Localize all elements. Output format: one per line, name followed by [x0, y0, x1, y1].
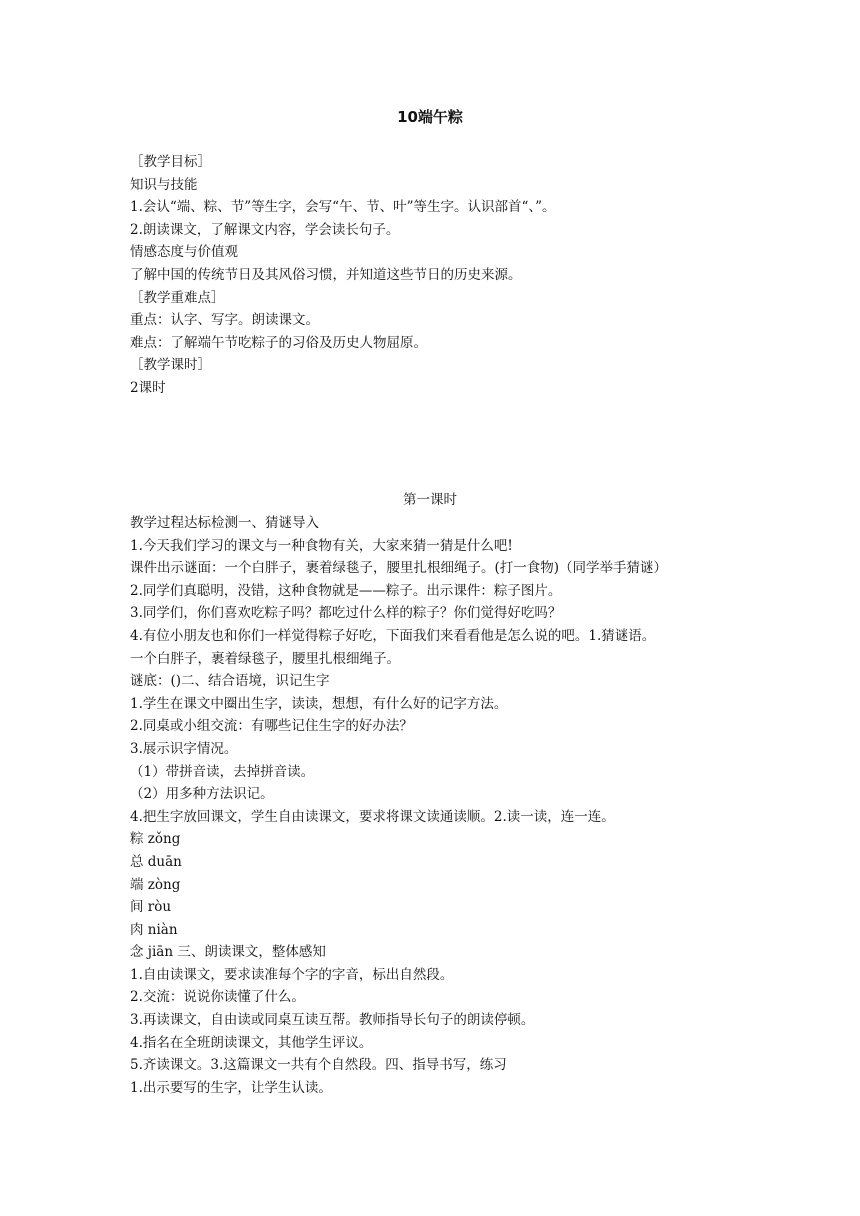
- text-line: 间 ròu: [130, 899, 172, 916]
- text-line: 一个白胖子，裹着绿毯子，腰里扎根细绳子。: [130, 650, 400, 667]
- text-line: 重点：认字、写字。朗读课文。: [130, 312, 319, 329]
- text-line: （1）带拼音读，去掉拼音读。: [130, 763, 315, 780]
- text-line: 2.同桌或小组交流：有哪些记住生字的好办法？: [130, 718, 413, 735]
- lesson-section: [130, 512, 730, 1099]
- text-line: 3.同学们，你们喜欢吃粽子吗？都吃过什么样的粽子？你们觉得好吃吗？: [130, 605, 562, 622]
- lesson-heading: 第一课时: [403, 492, 457, 508]
- text-line: 1.会认“端、粽、节”等生字，会写“午、节、叶”等生字。认识部首“、”。: [130, 199, 556, 216]
- text-line: 1.自由读课文，要求读准每个字的字音，标出自然段。: [130, 966, 454, 983]
- text-line: 了解中国的传统节日及其风俗习惯，并知道这些节日的历史来源。: [130, 266, 522, 283]
- text-line: 端 zòng: [130, 876, 181, 893]
- text-line: 念 jiān 三、朗读课文，整体感知: [130, 944, 326, 961]
- text-line: 4.把生字放回课文，学生自由读课文，要求将课文读通读顺。2.读一读，连一连。: [130, 808, 615, 825]
- text-line: 总 duān: [130, 853, 182, 870]
- text-line: 2.交流：说说你读懂了什么。: [130, 989, 305, 1006]
- text-line: 1.今天我们学习的课文与一种食物有关，大家来猜一猜是什么吧!: [130, 537, 513, 554]
- text-line: 粽 zǒng: [130, 831, 181, 848]
- text-line: 1.学生在课文中圈出生字，读读，想想，有什么好的记字方法。: [130, 695, 508, 712]
- text-line: ［教学重难点］: [130, 289, 225, 306]
- text-line: 2课时: [130, 379, 166, 396]
- text-line: （2）用多种方法识记。: [130, 786, 274, 803]
- text-line: 谜底：()二、结合语境，识记生字: [130, 673, 330, 690]
- text-line: 课件出示谜面：一个白胖子，裹着绿毯子，腰里扎根细绳子。(打一食物)（同学举手猜谜）: [130, 560, 668, 577]
- text-line: 3.再读课文，自由读或同桌互读互帮。教师指导长句子的朗读停顿。: [130, 1012, 535, 1029]
- text-line: 4.指名在全班朗读课文，其他学生评议。: [130, 1034, 373, 1051]
- text-line: 5.齐读课文。3.这篇课文一共有个自然段。四、指导书写，练习: [130, 1057, 507, 1074]
- text-line: 4.有位小朋友也和你们一样觉得粽子好吃，下面我们来看看他是怎么说的吧。1.猜谜语。: [130, 627, 656, 644]
- text-line: 肉 niàn: [130, 921, 178, 938]
- text-line: 2.同学们真聪明，没错，这种食物就是——粽子。出示课件：粽子图片。: [130, 582, 562, 599]
- text-line: 2.朗读课文，了解课文内容，学会读长句子。: [130, 221, 400, 238]
- text-line: 情感态度与价值观: [130, 244, 238, 261]
- document-title: 10端午粽: [397, 108, 463, 126]
- text-line: 知识与技能: [130, 176, 198, 193]
- text-line: 3.展示识字情况。: [130, 740, 238, 757]
- text-line: ［教学课时］: [130, 357, 211, 374]
- text-line: 教学过程达标检测一、猜谜导入: [130, 515, 319, 531]
- text-line: 难点：了解端午节吃粽子的习俗及历史人物屈原。: [130, 334, 427, 351]
- intro-section: [130, 151, 730, 400]
- text-line: ［教学目标］: [130, 154, 211, 170]
- text-line: 1.出示要写的生字，让学生认读。: [130, 1079, 332, 1096]
